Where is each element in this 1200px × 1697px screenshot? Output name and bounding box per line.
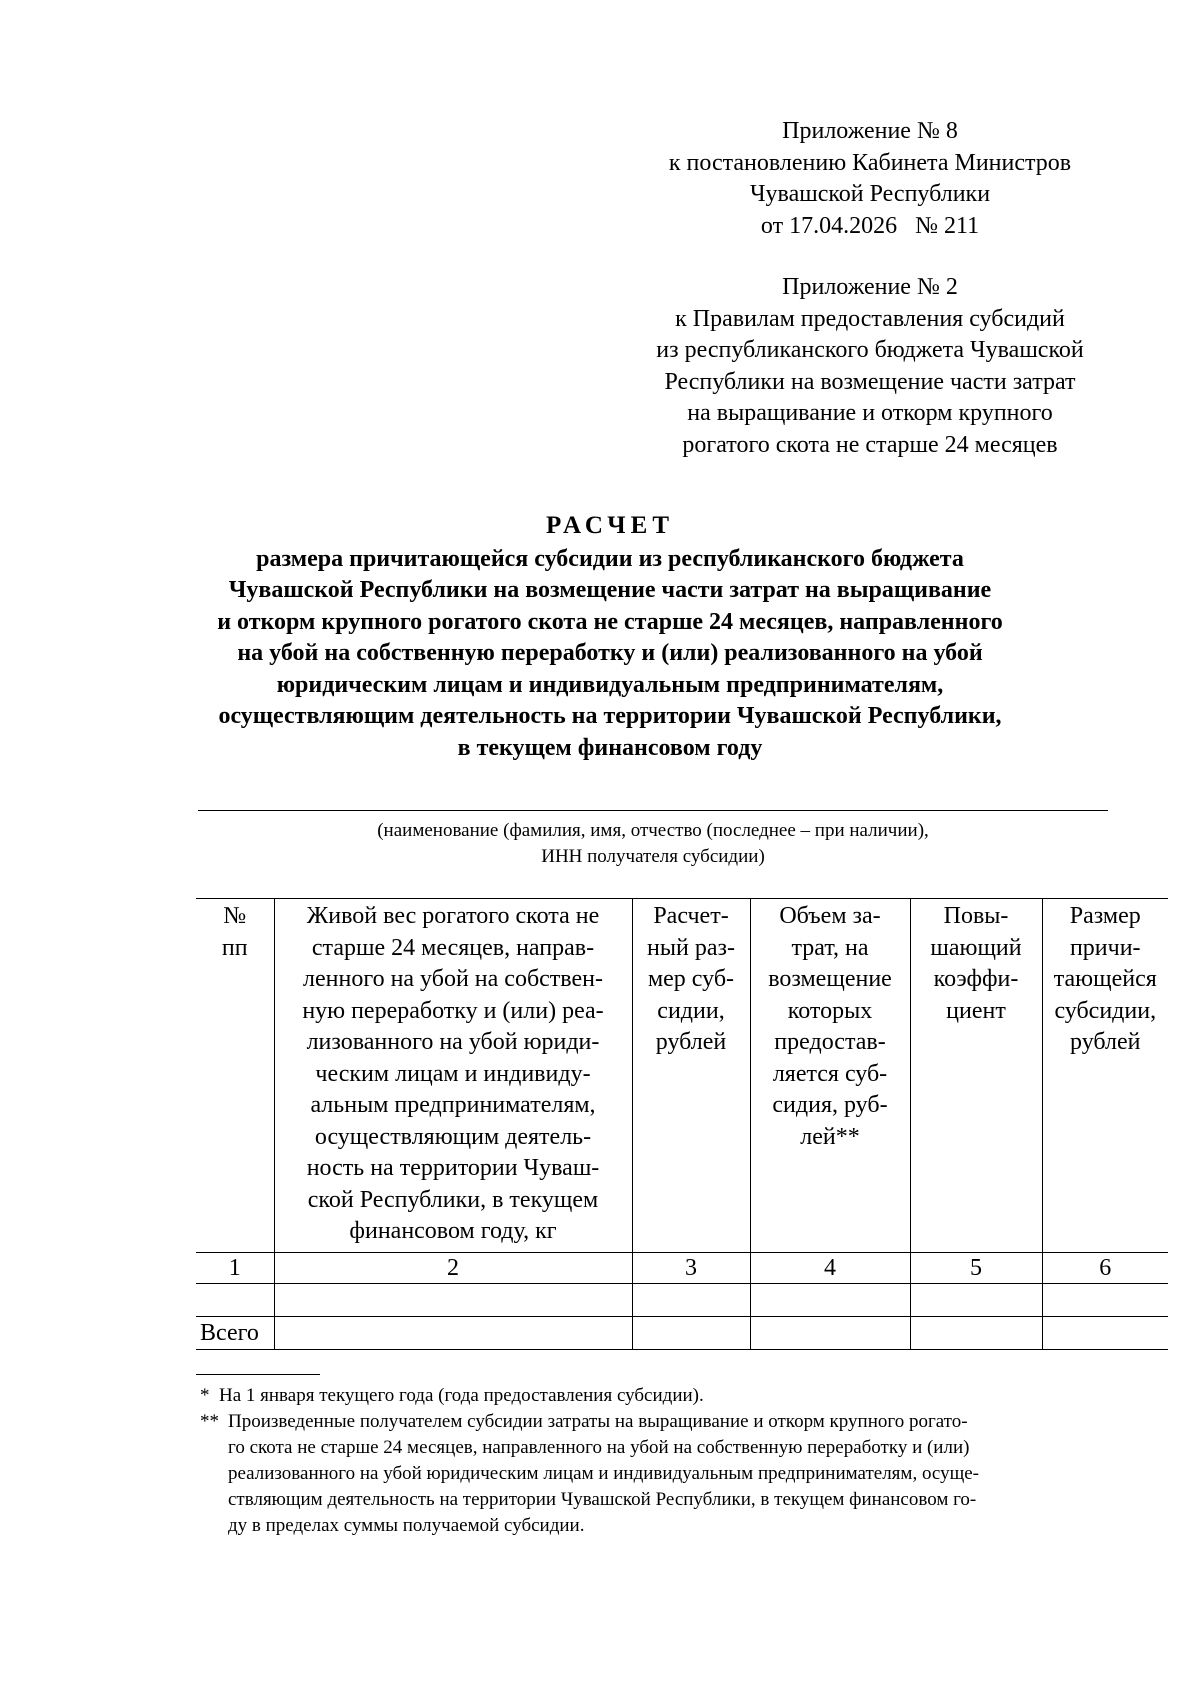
header-line: пп xyxy=(221,934,248,961)
title-line: в текущем финансовом году xyxy=(457,734,763,761)
title-line: осуществляющим деятельность на территории Чувашской Республики, xyxy=(218,703,1002,729)
column-number: 3 xyxy=(632,1252,750,1283)
table-cell[interactable] xyxy=(274,1316,632,1349)
header-line: ную переработку и (или) реа- xyxy=(302,997,604,1024)
appendix-8-line: Приложение № 8 xyxy=(782,118,958,144)
title-line: юридическим лицам и индивидуальным предпринимателям, xyxy=(276,671,944,698)
table-header-row xyxy=(196,899,1168,1253)
footnote-2-line: Произведенные получателем субсидии затраты на выращивание и откорм крупного рогато- xyxy=(228,1411,968,1432)
header-line: финансовом году, кг xyxy=(349,1218,557,1244)
header-line: рублей xyxy=(1070,1029,1141,1055)
footnote-2-line: ствляющим деятельность на территории Чувашской Республики, в текущем финансовом го- xyxy=(228,1489,977,1510)
header-line: ческим лицам и индивиду- xyxy=(315,1060,591,1087)
total-label: Всего xyxy=(196,1316,274,1349)
header-line: осуществляющим деятель- xyxy=(314,1123,592,1150)
header-line: Объем за- xyxy=(779,903,881,929)
column-number: 5 xyxy=(910,1252,1042,1283)
appendix-2-block xyxy=(620,272,1120,461)
header-line: причи- xyxy=(1069,934,1141,961)
header-line: ляется суб- xyxy=(772,1060,888,1087)
table-row xyxy=(196,1283,1168,1316)
header-line: альным предпринимателям, xyxy=(310,1092,596,1118)
header-line: сидия, руб- xyxy=(772,1092,888,1118)
footnote-2-line: го скота не старше 24 месяцев, направленного на убой на собственную переработку и (или) xyxy=(228,1437,970,1458)
col-header-rate xyxy=(632,899,750,1253)
appendix-8-line: к постановлению Кабинета Министров xyxy=(668,149,1072,176)
table-cell[interactable] xyxy=(274,1283,632,1316)
column-number: 2 xyxy=(274,1252,632,1283)
appendix-2-line: Республики на возмещение части затрат xyxy=(664,368,1076,395)
table-cell[interactable] xyxy=(910,1316,1042,1349)
table-cell[interactable] xyxy=(910,1283,1042,1316)
header-line: сидии, xyxy=(657,997,725,1024)
header-line: коэффи- xyxy=(933,966,1019,992)
column-number: 6 xyxy=(1042,1252,1168,1283)
header-line: субсидии, xyxy=(1054,997,1157,1024)
title-line: Чувашской Республики на возмещение части затрат на выращивание xyxy=(228,577,992,603)
header-line: старше 24 месяцев, направ- xyxy=(311,934,595,961)
header-line: рублей xyxy=(655,1029,727,1055)
header-line: шающий xyxy=(930,934,1022,961)
footnote-2-marker: ** xyxy=(200,1411,219,1432)
footnote-2-line: ду в пределах суммы получаемой субсидии. xyxy=(228,1515,585,1536)
footnote-divider xyxy=(196,1374,320,1375)
column-number: 1 xyxy=(196,1252,274,1283)
header-line: циент xyxy=(946,997,1006,1024)
header-line: ленного на убой на собствен- xyxy=(303,966,603,992)
header-line: мер суб- xyxy=(647,966,735,992)
title-line: размера причитающейся субсидии из республиканского бюджета xyxy=(256,545,964,572)
calculation-table xyxy=(196,898,1168,1350)
header-line: ность на территории Чуваш- xyxy=(306,1155,600,1181)
header-line: возмещение xyxy=(768,966,892,992)
appendix-2-line: из республиканского бюджета Чувашской xyxy=(656,337,1084,363)
appendix-8-line: от 17.04.2026 № 211 xyxy=(760,212,980,239)
appendix-2-line: Приложение № 2 xyxy=(782,274,958,300)
appendix-8-line: Чувашской Республики xyxy=(749,181,991,207)
col-header-live-weight xyxy=(274,899,632,1253)
recipient-name-line[interactable] xyxy=(198,810,1108,811)
recipient-caption-line: (наименование (фамилия, имя, отчество (последнее – при наличии), xyxy=(377,820,929,841)
col-header-coefficient xyxy=(910,899,1042,1253)
col-header-subsidy-amount xyxy=(1042,899,1168,1253)
column-number: 4 xyxy=(750,1252,910,1283)
footnote-2-line: реализованного на убой юридическим лицам и индивидуальным предпринимателям, осуще- xyxy=(228,1463,979,1484)
table-cell[interactable] xyxy=(632,1316,750,1349)
appendix-2-line: на выращивание и откорм крупного xyxy=(687,400,1053,426)
table-cell[interactable] xyxy=(632,1283,750,1316)
header-line: № xyxy=(223,903,247,929)
appendix-8-block xyxy=(620,116,1120,242)
table-cell[interactable] xyxy=(1042,1316,1168,1349)
document-title xyxy=(130,510,1090,764)
col-header-costs xyxy=(750,899,910,1253)
header-line: предостав- xyxy=(774,1029,886,1055)
total-row xyxy=(196,1316,1168,1349)
header-line: ный раз- xyxy=(647,934,735,961)
appendix-2-line: к Правилам предоставления субсидий xyxy=(675,305,1065,332)
recipient-caption xyxy=(198,818,1108,870)
header-line: Живой вес рогатого скота не xyxy=(306,903,600,929)
appendix-2-line: рогатого скота не старше 24 месяцев xyxy=(682,431,1058,458)
column-number-row xyxy=(196,1252,1168,1283)
header-line: тающейся xyxy=(1053,966,1157,992)
footnote-1: * На 1 января текущего года (года предоставления субсидии). xyxy=(200,1385,704,1406)
footnote-2 xyxy=(200,1409,1160,1539)
header-line: Повы- xyxy=(943,903,1009,929)
header-line: которых xyxy=(787,997,873,1024)
col-header-number xyxy=(196,899,274,1253)
header-line: ской Республики, в текущем xyxy=(307,1186,599,1213)
header-line: Размер xyxy=(1069,903,1141,929)
header-line: лей** xyxy=(800,1123,860,1150)
header-line: Расчет- xyxy=(653,903,729,929)
table-cell[interactable] xyxy=(1042,1283,1168,1316)
table-cell[interactable] xyxy=(196,1283,274,1316)
title-word: РАСЧЕТ xyxy=(545,512,674,539)
header-line: трат, на xyxy=(791,934,869,961)
table-cell[interactable] xyxy=(750,1283,910,1316)
header-line: лизованного на убой юриди- xyxy=(306,1029,600,1055)
title-line: и откорм крупного рогатого скота не старше 24 месяцев, направленного xyxy=(217,608,1003,635)
title-line: на убой на собственную переработку и (или) реализованного на убой xyxy=(237,640,983,666)
recipient-caption-line: ИНН получателя субсидии) xyxy=(541,846,765,867)
table-cell[interactable] xyxy=(750,1316,910,1349)
